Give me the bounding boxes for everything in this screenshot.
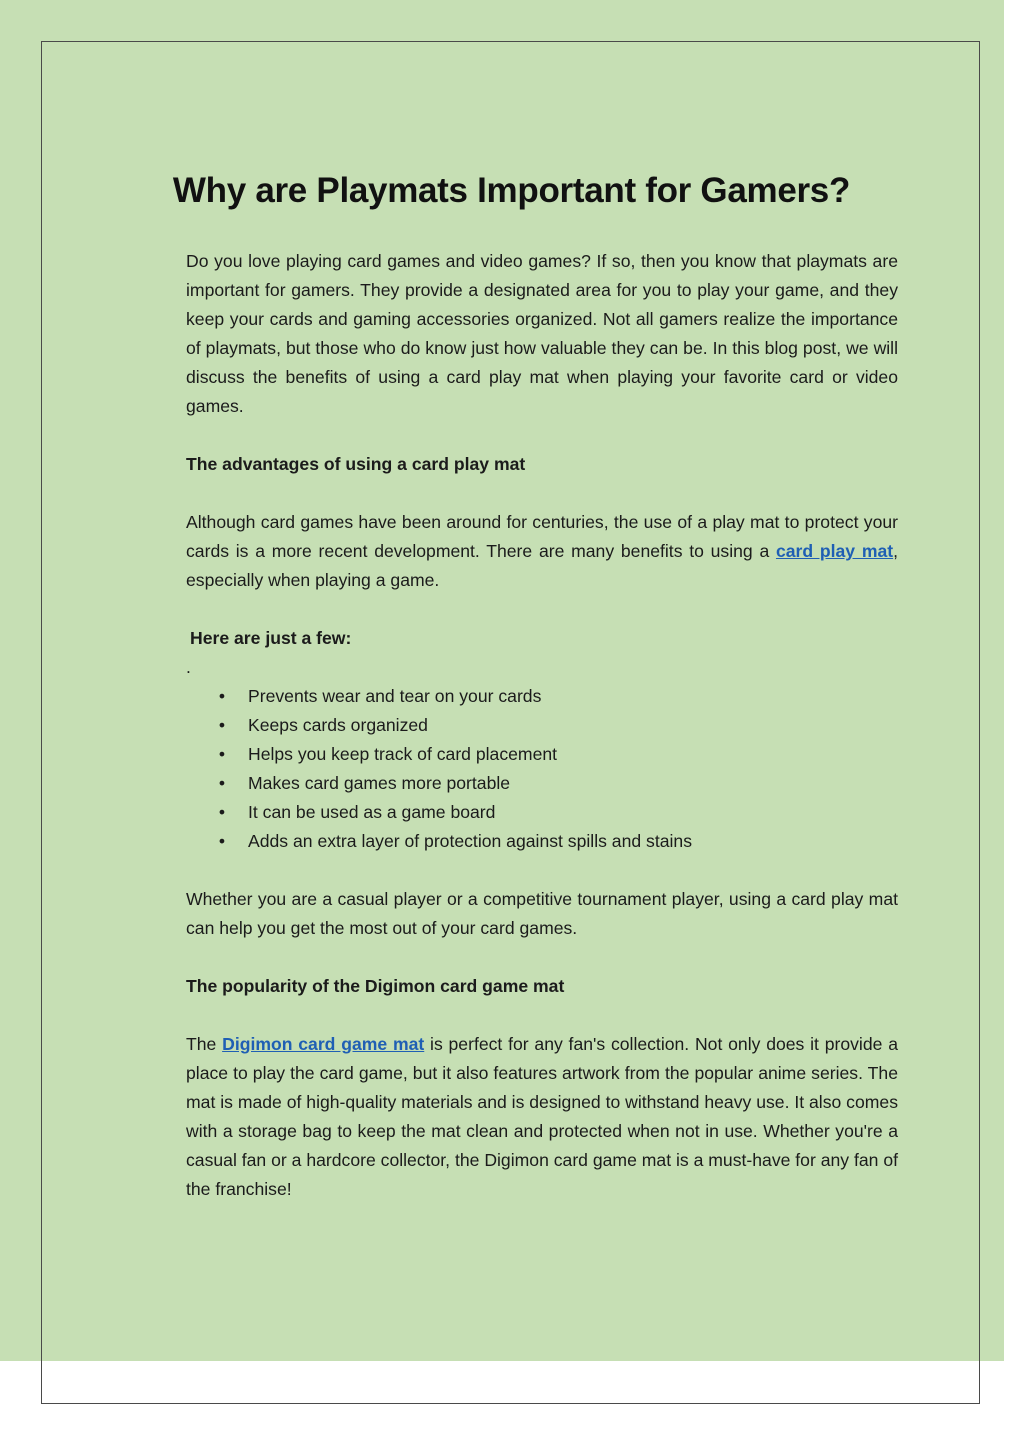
closing-paragraph: Whether you are a casual player or a competitive tournament player, using a card play mat can help you get the most out of your card games.: [186, 889, 898, 938]
advantages-paragraph: Although card games have been around for centuries, the use of a play mat to protect your cards is a more recent development. There are many benefits to using a card play mat, especially when playing a game.: [186, 512, 898, 590]
list-item: • Prevents wear and tear on your cards: [186, 682, 898, 711]
list-item: • Adds an extra layer of protection against spills and stains: [186, 827, 898, 856]
page-title: Why are Playmats Important for Gamers?: [172, 171, 851, 210]
list-item: • Keeps cards organized: [186, 711, 898, 740]
subheading-here-are-few: Here are just a few:: [190, 628, 352, 648]
digimon-paragraph: The Digimon card game mat is perfect for any fan's collection. Not only does it provide a place to play the card game, but it also features artwork from the popular anime series. The mat is made of high-quality materials and is designed to withstand heavy use. It also comes with a storage bag to keep the mat clean and protected when not in use. Whether you're a casual fan or a hardcore collector, the Digimon card game mat is a must-have for any fan of the franchise!: [186, 1034, 898, 1199]
bullet-icon: •: [218, 773, 226, 793]
list-item: • It can be used as a game board: [186, 798, 898, 827]
section-heading-digimon: The popularity of the Digimon card game mat: [186, 976, 565, 996]
digimon-card-game-mat-link[interactable]: Digimon card game mat: [222, 1034, 425, 1054]
bullet-icon: •: [218, 831, 226, 851]
article-body: [186, 247, 898, 1204]
bullet-icon: •: [218, 686, 226, 706]
bullet-icon: •: [218, 744, 226, 764]
stray-dot: .: [186, 657, 191, 677]
card-play-mat-link[interactable]: card play mat: [775, 541, 894, 561]
section-heading-advantages: The advantages of using a card play mat: [186, 454, 526, 474]
bullet-icon: •: [218, 802, 226, 822]
bullet-icon: •: [218, 715, 226, 735]
benefits-list: [186, 682, 898, 856]
intro-paragraph: Do you love playing card games and video games? If so, then you know that playmats are important for gamers. They provide a designated area for you to play your game, and they keep your cards and gaming accessories organized. Not all gamers realize the importance of playmats, but those who do know just how valuable they can be. In this blog post, we will discuss the benefits of using a card play mat when playing your favorite card or video games.: [186, 251, 898, 416]
list-item: • Helps you keep track of card placement: [186, 740, 898, 769]
list-item: • Makes card games more portable: [186, 769, 898, 798]
